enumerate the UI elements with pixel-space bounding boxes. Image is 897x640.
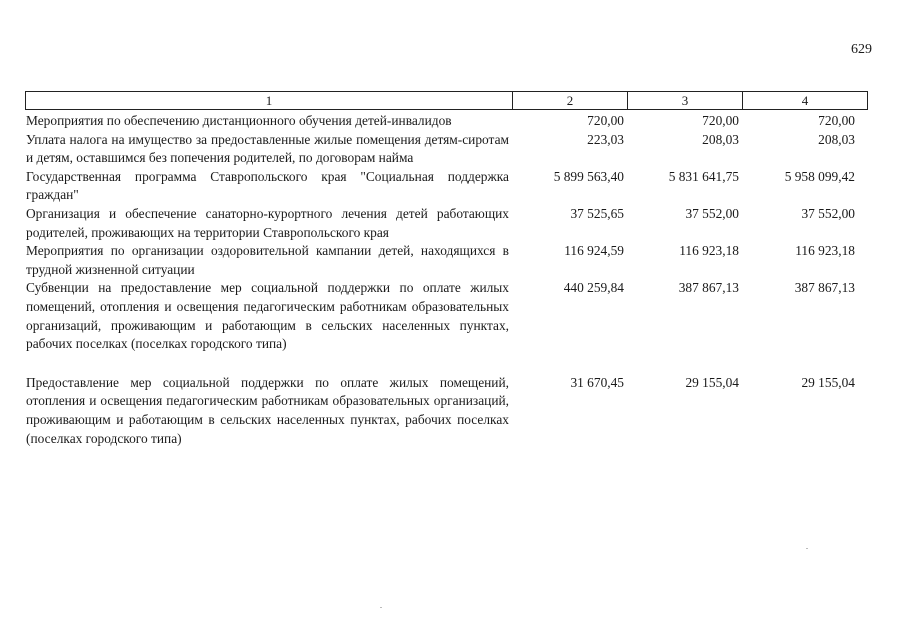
row-description: Мероприятия по обеспечению дистанционного обучения детей-инвалидов (26, 113, 452, 128)
table-row (26, 112, 868, 131)
row-description: Мероприятия по организации оздоровительной кампании детей, находящихся в трудной жизненной ситуации (26, 243, 509, 277)
row-description: Предоставление мер социальной поддержки по оплате жилых помещений, отопления и освещения педагогическим работникам образовательных организаций, проживающим и работающим в сельских населенных пунктах, рабочих поселках (поселках городского типа) (26, 374, 509, 446)
row-value-3: 387 867,13 (678, 280, 739, 296)
row-value-2: 720,00 (587, 113, 624, 128)
scan-speck (806, 548, 808, 549)
row-value-2: 223,03 (587, 131, 624, 147)
table-header (25, 91, 868, 110)
row-description: Организация и обеспечение санаторно-курортного лечения детей работающих родителей, проживающих на территории Ставропольского края (26, 205, 509, 240)
row-value-3: 720,00 (702, 113, 739, 128)
row-value-2: 116 924,59 (564, 243, 624, 259)
row-value-3: 208,03 (702, 131, 739, 147)
row-value-4: 387 867,13 (794, 280, 855, 296)
row-description: Государственная программа Ставропольского края "Социальная поддержка граждан" (26, 168, 509, 203)
row-value-4: 208,03 (818, 131, 855, 147)
row-description: Субвенции на предоставление мер социальной поддержки по оплате жилых помещений, отопления и освещения педагогическим работникам образовательных организаций, проживающим и работающим в сельских населенных пунктах, рабочих поселках (поселках городского типа) (26, 280, 509, 352)
table-row (26, 374, 868, 448)
row-value-4: 116 923,18 (795, 243, 855, 259)
row-value-4: 29 155,04 (801, 374, 855, 390)
row-value-4: 37 552,00 (801, 205, 855, 221)
row-value-3: 37 552,00 (685, 205, 739, 221)
row-value-3: 5 831 641,75 (668, 168, 739, 184)
table-row (26, 168, 868, 205)
row-value-3: 116 923,18 (679, 243, 739, 259)
row-value-2: 440 259,84 (563, 280, 624, 296)
table-row (26, 131, 868, 168)
table-row (26, 205, 868, 242)
row-value-4: 720,00 (818, 113, 855, 128)
row-value-2: 31 670,45 (570, 374, 624, 390)
header-col-3: 3 (628, 92, 743, 109)
header-col-2: 2 (513, 92, 628, 109)
row-value-3: 29 155,04 (685, 374, 739, 390)
row-value-2: 5 899 563,40 (553, 168, 624, 184)
row-description: Уплата налога на имущество за предоставленные жилые помещения детям-сиротам и детям, оставшимся без попечения родителей, по договорам найма (26, 131, 509, 166)
header-col-1: 1 (26, 92, 513, 109)
table-body (26, 112, 868, 448)
header-col-4: 4 (801, 93, 809, 108)
row-value-2: 37 525,65 (570, 205, 624, 221)
table-row (26, 279, 868, 353)
table-row (26, 242, 868, 279)
row-value-4: 5 958 099,42 (784, 168, 855, 184)
scan-speck (380, 607, 382, 608)
page-number: 629 (851, 42, 872, 57)
